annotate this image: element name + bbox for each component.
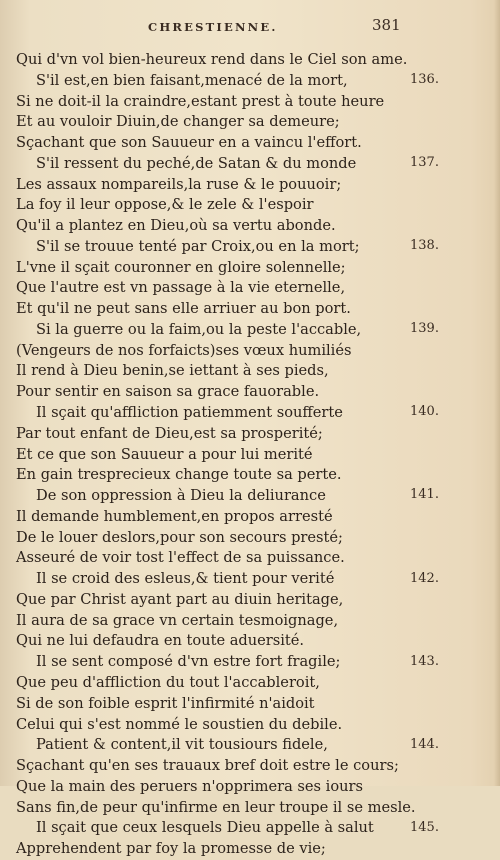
- verse-line: Que peu d'affliction du tout l'accableroit,: [16, 673, 320, 691]
- verse-line: Il aura de sa grace vn certain tesmoignage,: [16, 611, 339, 629]
- verse-line: Que la main des peruers n'opprimera ses iours: [16, 777, 363, 795]
- verse-line: La foy il leur oppose,& le zele & l'espoir: [16, 196, 314, 214]
- verse-line: Et ce que son Sauueur a pour lui merité: [16, 445, 313, 463]
- verse-line: Et au vouloir Diuin,de changer sa demeure;: [16, 113, 340, 131]
- verse-line: Patient & content,il vit tousiours fidele,: [36, 736, 328, 754]
- verse-line: Sçachant que son Sauueur en a vaincu l'effort.: [16, 134, 362, 152]
- verse-line: Il se croid des esleus,& tient pour verité: [36, 570, 335, 588]
- verse-line: Sçachant qu'en ses trauaux bref doit estre le cours;: [16, 757, 399, 775]
- page-number: 381: [372, 16, 401, 34]
- verse-line: Qui ne lui defaudra en toute aduersité.: [16, 632, 305, 650]
- verse-line: Si ne doit-il la craindre,estant prest à toute heure: [16, 92, 385, 110]
- verse-line: Qui d'vn vol bien-heureux rend dans le Ciel son ame.: [16, 51, 408, 68]
- verse-line: Si la guerre ou la faim,ou la peste l'accable,: [36, 320, 362, 338]
- stanza-number: 138.: [410, 238, 439, 254]
- verse-line: S'il ressent du peché,de Satan & du monde: [36, 154, 357, 172]
- verse-line: Celui qui s'est nommé le soustien du debile.: [16, 715, 343, 733]
- verse-line: Si de son foible esprit l'infirmité n'aidoit: [16, 694, 315, 712]
- running-head: CHRESTIENNE.: [148, 20, 278, 34]
- verse-line: De le louer deslors,pour son secours presté;: [16, 528, 343, 546]
- verse-line: De son oppression à Dieu la deliurance: [36, 487, 326, 505]
- verse-line: Asseuré de voir tost l'effect de sa puissance.: [16, 549, 345, 567]
- verse-line: Pour sentir en saison sa grace fauorable.: [16, 383, 320, 401]
- verse-line: Les assaux nompareils,la ruse & le pouuoir;: [16, 175, 342, 193]
- verse-line: Que par Christ ayant part au diuin heritage,: [16, 590, 344, 608]
- verse-line: S'il est,en bien faisant,menacé de la mort,: [36, 71, 348, 89]
- stanza-number: 143.: [410, 653, 439, 669]
- verse-line: Et qu'il ne peut sans elle arriuer au bon port.: [16, 300, 351, 318]
- verse-line: Il sçait que ceux lesquels Dieu appelle à salut: [36, 819, 374, 837]
- stanza-number: 139.: [410, 321, 439, 337]
- verse-line: Il se sent composé d'vn estre fort fragile;: [36, 653, 341, 671]
- verse-line: L'vne il sçait couronner en gloire solennelle;: [16, 258, 346, 276]
- stanza-number: 141.: [410, 487, 439, 503]
- verse-line: Il sçait qu'affliction patiemment soufferte: [36, 404, 343, 422]
- stanza-number: 140.: [410, 404, 439, 420]
- verse-line: Il demande humblement,en propos arresté: [16, 507, 333, 525]
- verse-line: Sans fin,de peur qu'infirme en leur troupe il se mesle.: [16, 798, 416, 816]
- verse-line: En gain tresprecieux change toute sa perte.: [16, 466, 342, 484]
- page-edge-shading: [494, 0, 500, 786]
- verse-line: (Vengeurs de nos forfaicts)ses vœux humiliés: [16, 341, 352, 359]
- verse-body: [16, 50, 416, 860]
- verse-line: Il rend à Dieu benin,se iettant à ses pieds,: [16, 362, 329, 380]
- stanza-number: 136.: [410, 71, 439, 87]
- verse-line: Que l'autre est vn passage à la vie eternelle,: [16, 279, 346, 297]
- verse-line: Qu'il a plantez en Dieu,où sa vertu abonde.: [16, 217, 336, 235]
- stanza-number: 142.: [410, 570, 439, 586]
- page-header: [0, 14, 500, 36]
- stanza-number: 137.: [410, 154, 439, 170]
- verse-line: S'il se trouue tenté par Croix,ou en la mort;: [36, 237, 360, 255]
- verse-line: Par tout enfant de Dieu,est sa prosperité;: [16, 424, 323, 442]
- stanza-number: 144.: [410, 736, 439, 752]
- stanza-number: 145.: [410, 819, 439, 835]
- verse-line: Apprehendent par foy la promesse de vie;: [16, 840, 326, 858]
